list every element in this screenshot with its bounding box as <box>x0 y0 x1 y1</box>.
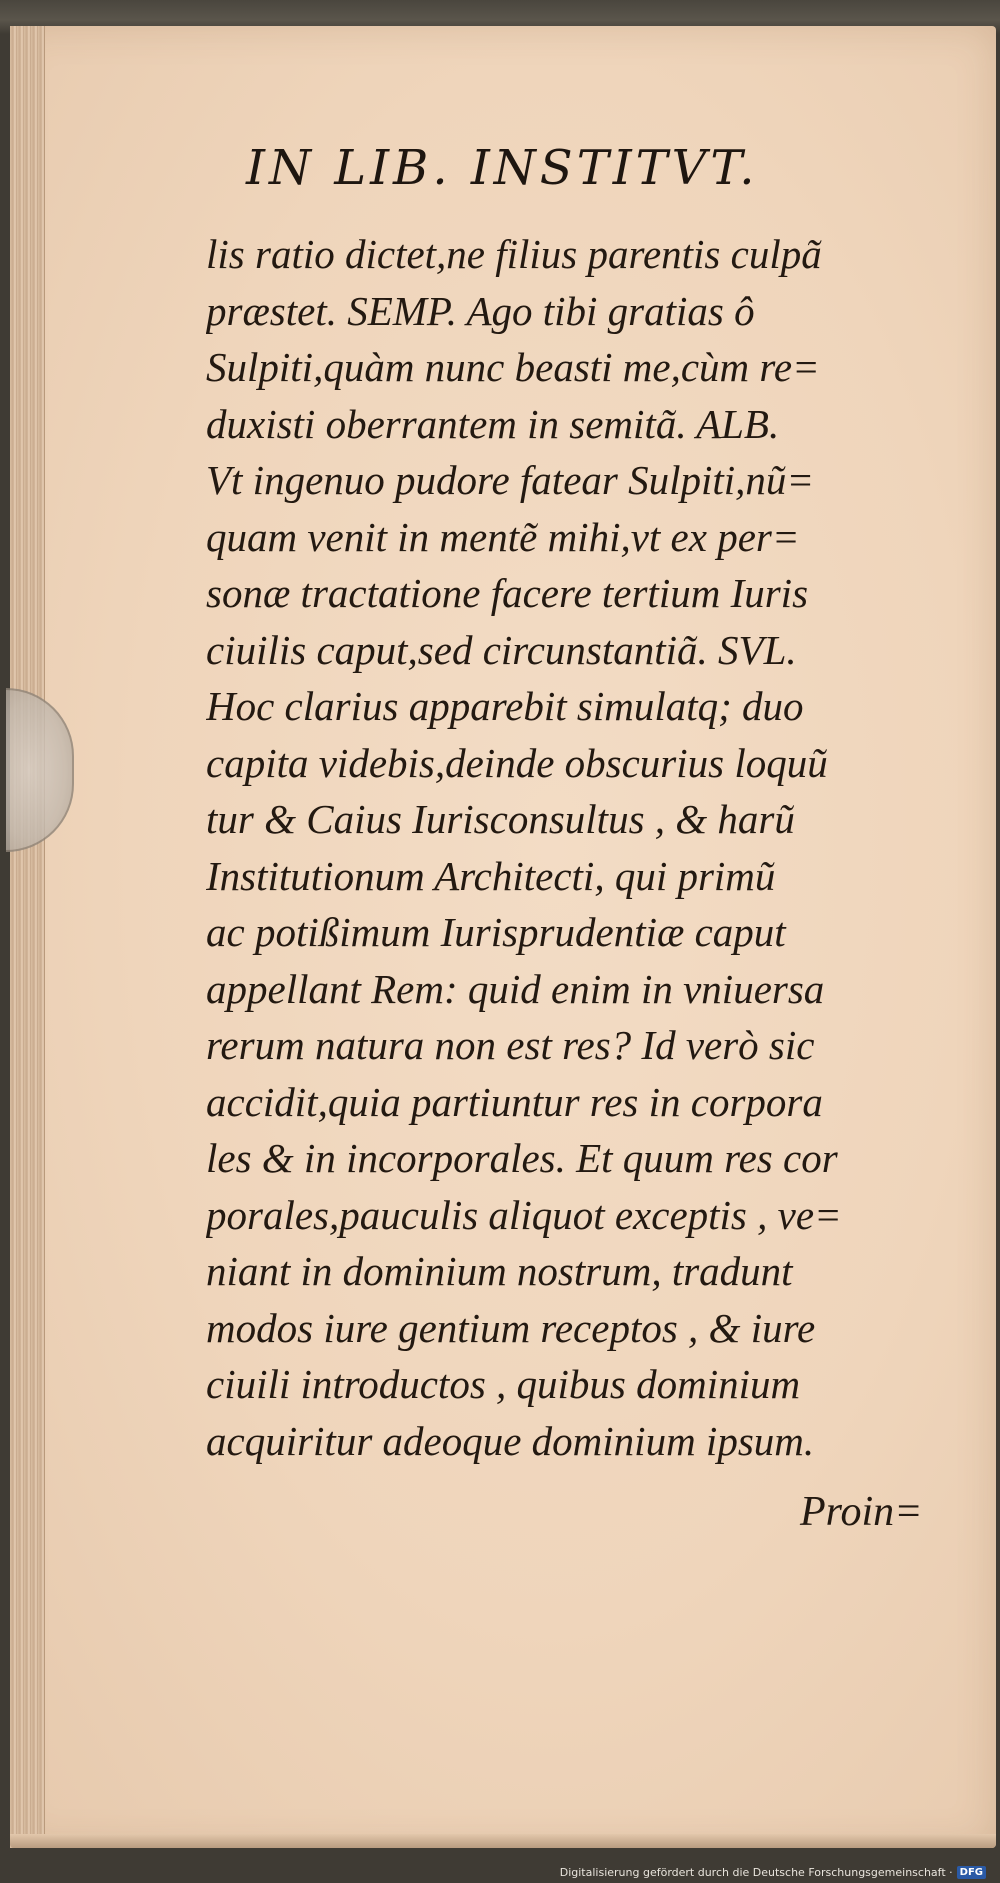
text-line: capita videbis,deinde obscurius loquũ <box>206 739 828 786</box>
book-clasp <box>6 688 74 852</box>
text-line: tur & Caius Iurisconsultus , & harũ <box>206 796 795 842</box>
text-line: sonæ tractatione facere tertium Iuris <box>206 570 809 616</box>
running-head: IN LIB. INSTITVT. <box>246 140 759 196</box>
text-line: modos iure gentium receptos , & iure <box>206 1304 816 1351</box>
dfg-logo-icon: DFG <box>957 1866 986 1879</box>
text-line: niant in dominium nostrum, tradunt <box>206 1248 793 1294</box>
catchword: Proin= <box>800 1489 923 1535</box>
text-line: appellant Rem: quid enim in vniuersa <box>206 965 825 1012</box>
text-line: ciuili introductos , quibus dominium <box>206 1361 801 1407</box>
text-line: Vt ingenuo pudore fatear Sulpiti,nũ= <box>206 457 815 503</box>
digitization-credit <box>560 1866 986 1879</box>
page-bottom-edge <box>10 1834 996 1848</box>
text-line: porales,pauculis aliquot exceptis , ve= <box>206 1191 842 1238</box>
text-line: lis ratio dictet,ne filius parentis culpã <box>206 231 822 277</box>
text-line: ciuilis caput,sed circunstantiã. SVL. <box>206 626 797 673</box>
text-line: præstet. SEMP. Ago tibi gratias ô <box>206 287 755 334</box>
text-line: Hoc clarius apparebit simulatq; duo <box>206 683 804 729</box>
text-line: rerum natura non est res? Id verò sic <box>206 1022 815 1068</box>
text-line: ac potißimum Iurisprudentiæ caput <box>206 909 786 955</box>
text-line: Institutionum Architecti, qui primũ <box>206 852 776 899</box>
book-page <box>10 26 996 1848</box>
body-text <box>206 226 946 1469</box>
text-line: quam venit in mentẽ mihi,vt ex per= <box>206 513 800 560</box>
text-line: duxisti oberrantem in semitã. ALB. <box>206 400 780 447</box>
text-line: acquiritur adeoque dominium ipsum. <box>206 1417 815 1464</box>
text-line: les & in incorporales. Et quum res cor <box>206 1135 838 1181</box>
text-line: Sulpiti,quàm nunc beasti me,cùm re= <box>206 344 820 390</box>
page-edges <box>10 26 45 1848</box>
text-line: accidit,quia partiuntur res in corpora <box>206 1078 823 1125</box>
credit-text: Digitalisierung gefördert durch die Deutsche Forschungsgemeinschaft · <box>559 1866 953 1879</box>
